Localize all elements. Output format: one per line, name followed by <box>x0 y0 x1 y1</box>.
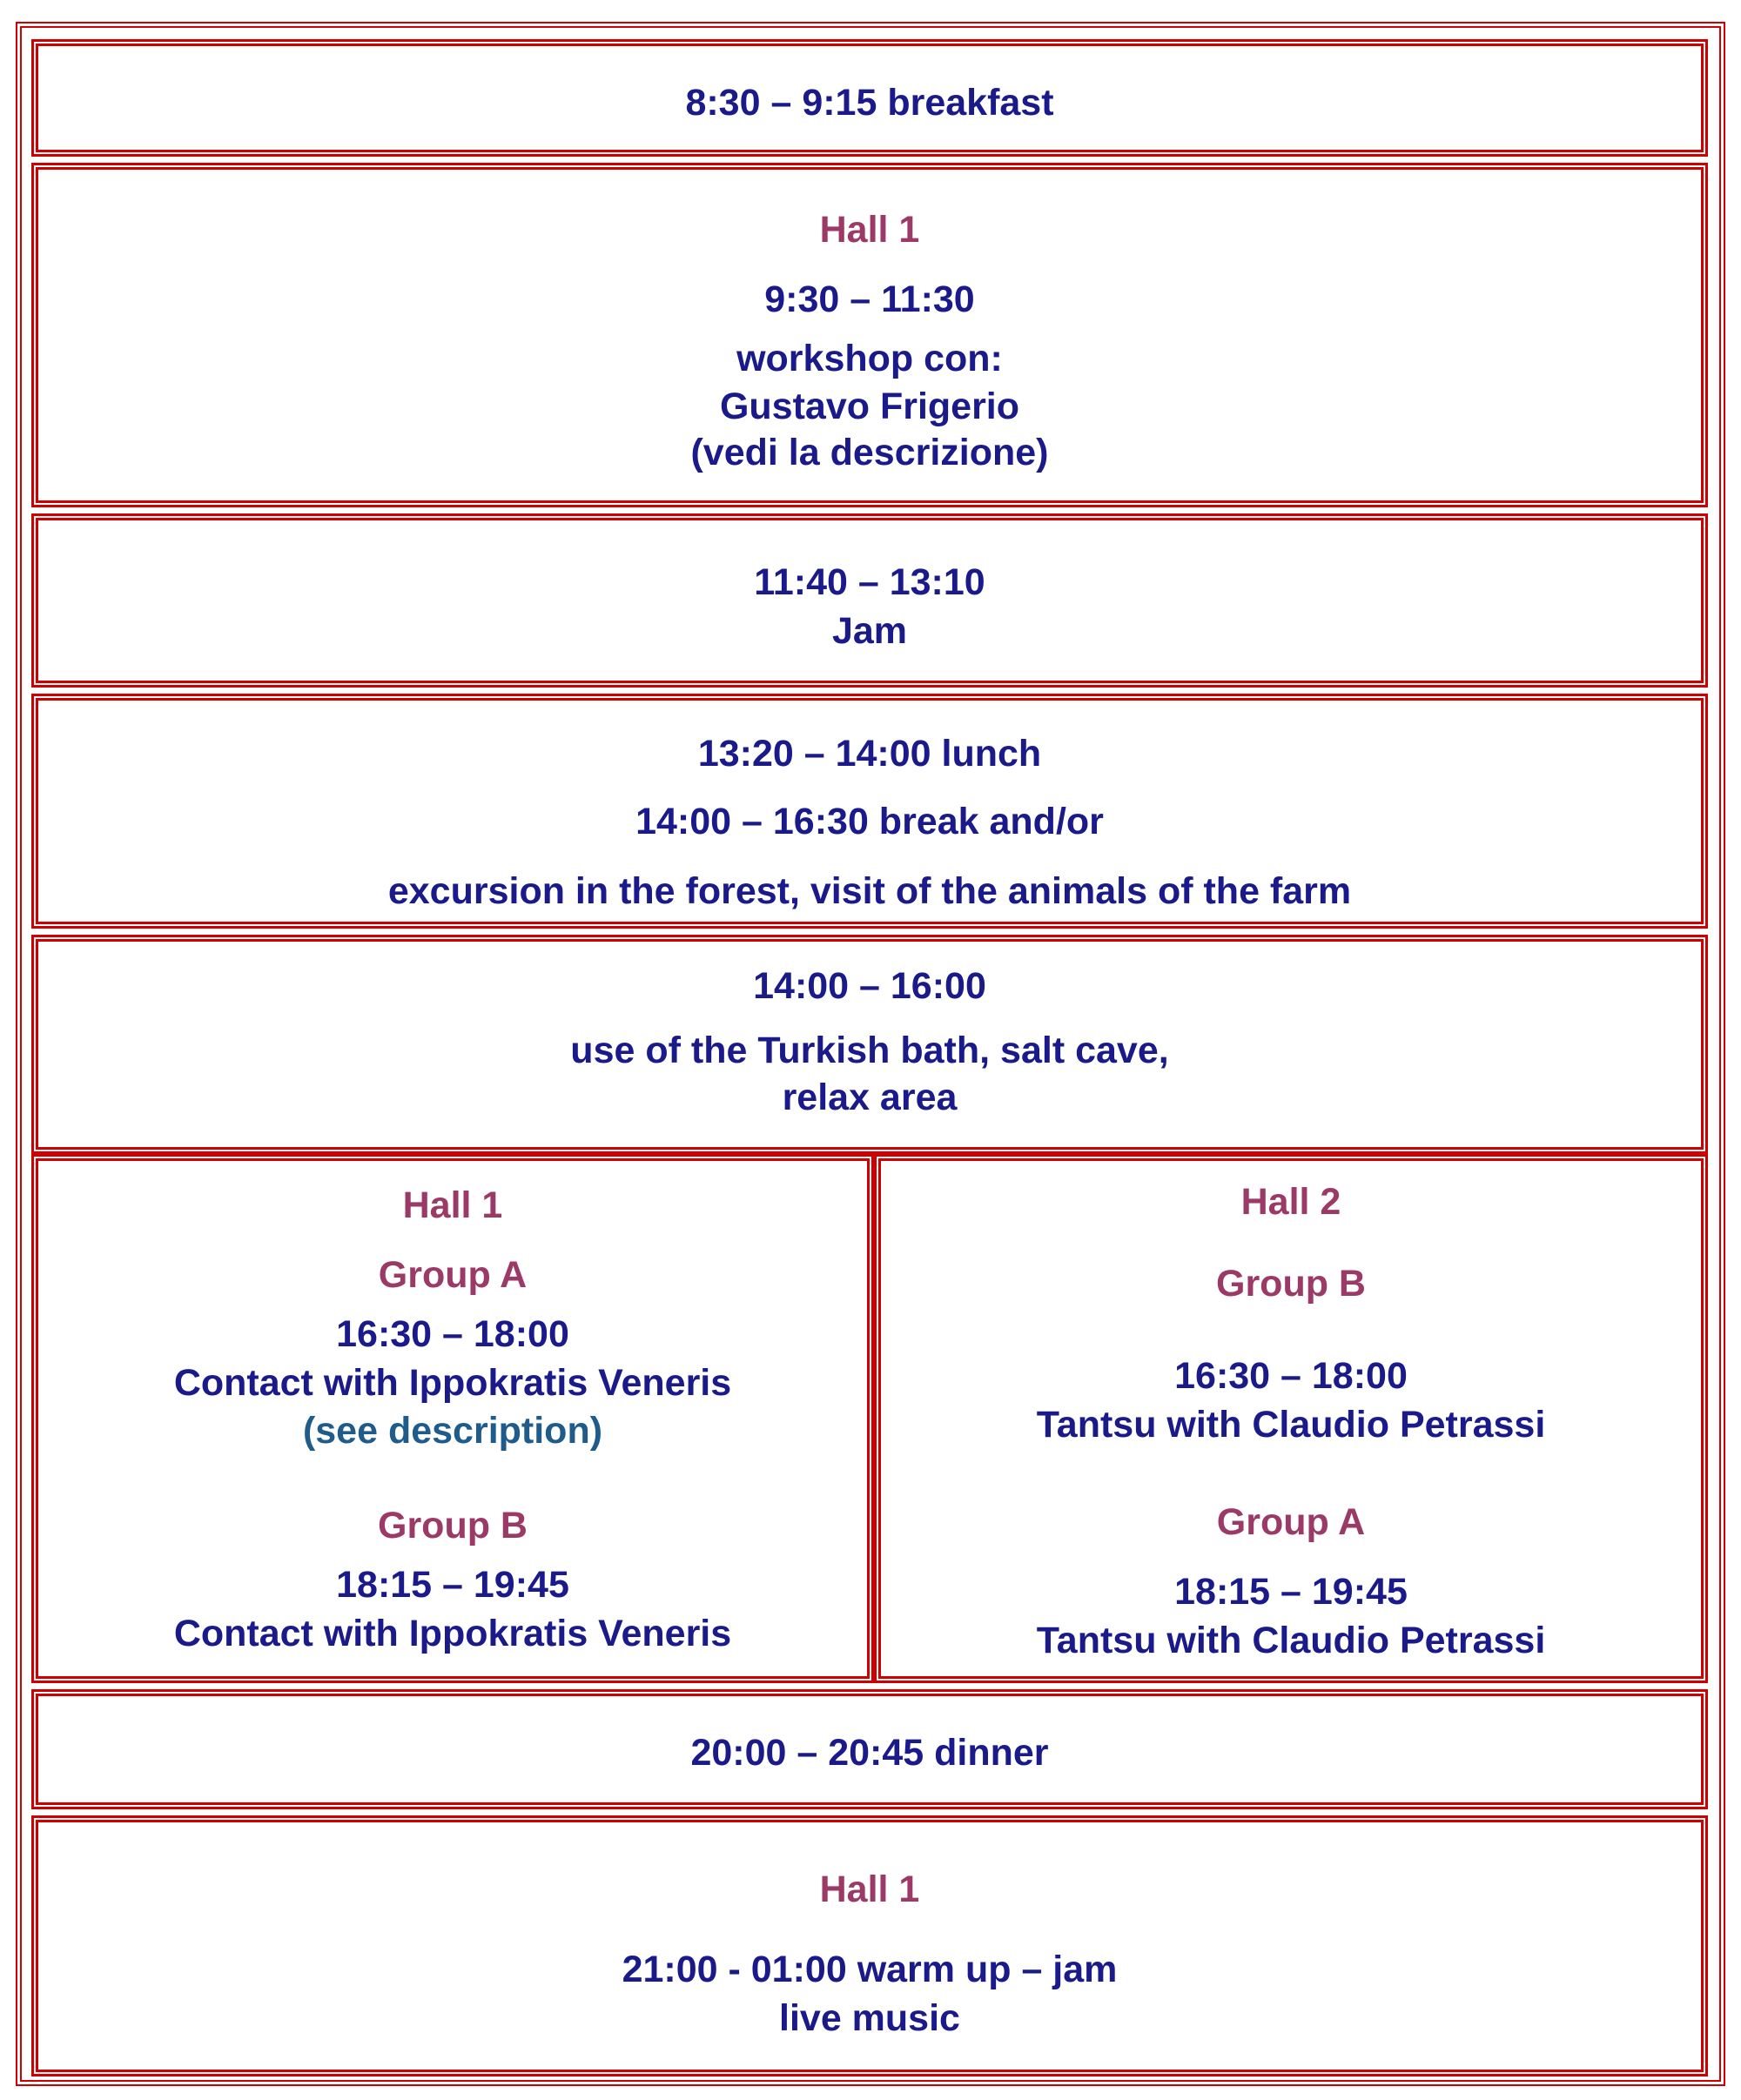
spa-time: 14:00 – 16:00 <box>753 965 986 1007</box>
lunch-line3: excursion in the forest, visit of the animals of the farm <box>387 870 1352 912</box>
afternoon-hall2-cell <box>874 1154 1708 1683</box>
row-breakfast <box>31 39 1708 157</box>
row-jam <box>31 513 1708 688</box>
row-morning-workshop <box>31 163 1708 507</box>
morning-hall: Hall 1 <box>819 209 920 251</box>
row-spa <box>31 935 1708 1154</box>
afternoon-left-group1: Group A <box>378 1254 528 1296</box>
jam-label: Jam <box>831 610 908 652</box>
afternoon-right-time2: 18:15 – 19:45 <box>1174 1571 1408 1613</box>
evening-line1: 21:00 - 01:00 warm up – jam <box>622 1949 1118 1990</box>
afternoon-right-group1: Group B <box>1216 1263 1366 1305</box>
jam-time: 11:40 – 13:10 <box>754 561 985 603</box>
afternoon-left-note1: (see description) <box>302 1410 603 1452</box>
afternoon-left-title2: Contact with Ippokratis Veneris <box>173 1613 732 1654</box>
afternoon-hall1-cell <box>31 1154 874 1683</box>
morning-line2: Gustavo Frigerio <box>719 386 1020 427</box>
afternoon-left-time1: 16:30 – 18:00 <box>336 1313 569 1355</box>
afternoon-right-time1: 16:30 – 18:00 <box>1174 1355 1408 1397</box>
spa-line2: relax area <box>782 1077 958 1118</box>
afternoon-left-title1: Contact with Ippokratis Veneris <box>173 1362 732 1404</box>
afternoon-right-hall: Hall 2 <box>1240 1181 1341 1223</box>
evening-hall: Hall 1 <box>819 1869 920 1910</box>
morning-time: 9:30 – 11:30 <box>764 278 975 320</box>
afternoon-left-time2: 18:15 – 19:45 <box>336 1564 569 1606</box>
afternoon-left-hall: Hall 1 <box>402 1184 503 1226</box>
spa-line1: use of the Turkish bath, salt cave, <box>570 1030 1169 1071</box>
morning-line1: workshop con: <box>736 338 1003 379</box>
evening-line2: live music <box>779 1997 960 2039</box>
row-lunch <box>31 694 1708 929</box>
afternoon-right-group2: Group A <box>1216 1501 1366 1543</box>
morning-line3: (vedi la descrizione) <box>690 432 1049 473</box>
breakfast-text: 8:30 – 9:15 breakfast <box>685 82 1054 124</box>
row-dinner <box>31 1689 1708 1809</box>
afternoon-right-title1: Tantsu with Claudio Petrassi <box>1036 1404 1546 1446</box>
lunch-line1: 13:20 – 14:00 lunch <box>697 733 1042 775</box>
dinner-text: 20:00 – 20:45 dinner <box>690 1732 1049 1774</box>
row-evening <box>31 1815 1708 2077</box>
afternoon-right-title2: Tantsu with Claudio Petrassi <box>1036 1620 1546 1661</box>
afternoon-left-group2: Group B <box>378 1505 528 1546</box>
lunch-line2: 14:00 – 16:30 break and/or <box>635 801 1104 842</box>
